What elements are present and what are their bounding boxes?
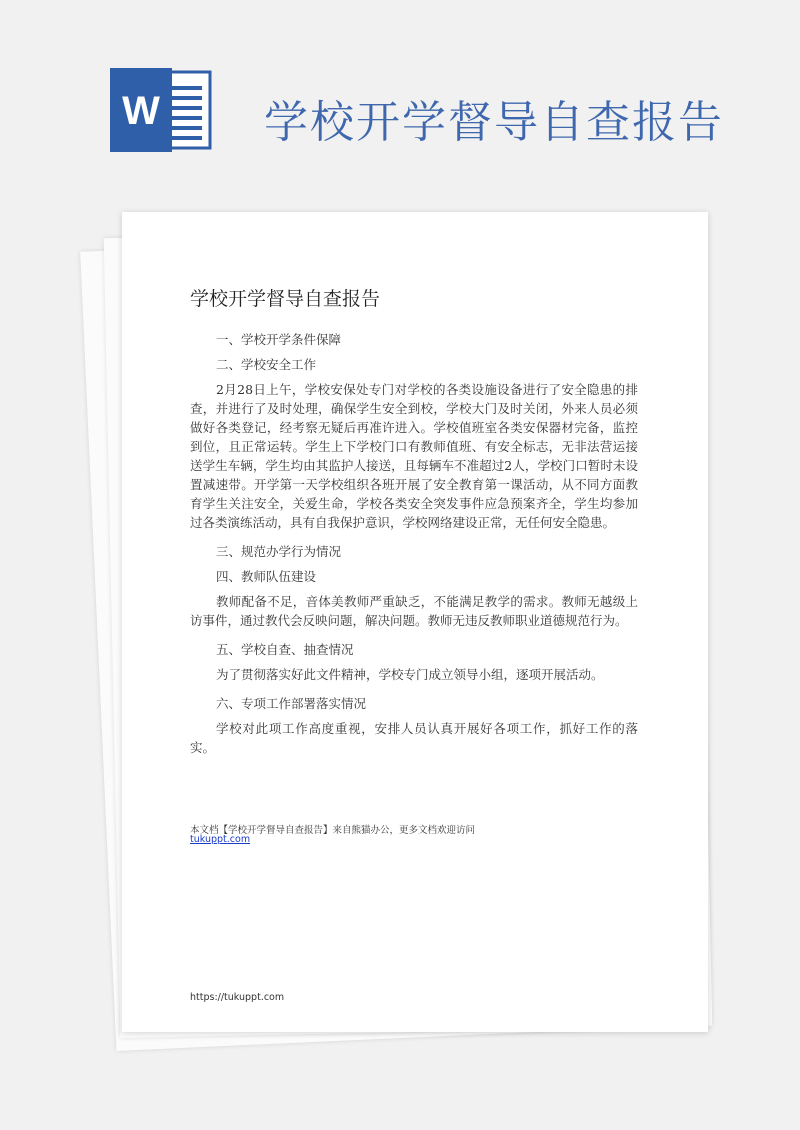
section-paragraph: 2月28日上午，学校安保处专门对学校的各类设施设备进行了安全隐患的排查，并进行了及时处理，确保学生安全到校，学校大门及时关闭，外来人员必须做好各类登记，经考察无疑后再准许进入。学校值班室各类安保器材完备，监控到位，且正常运转。学生上下学校门口有教师值班、有安全标志，无非法营运接送学生车辆，学生均由其监护人接送，且每辆车不准超过2人，学校门口暂时未设置减速带。开学第一天学校组织各班开展了安全教育第一课活动，从不同方面教育学生关注安全，关爱生命，学校各类安全突发事件应急预案齐全，学生均参加过各类演练活动，具有自我保护意识，学校网络建设正常，无任何安全隐患。 <box>190 382 638 530</box>
document-body <box>190 330 638 767</box>
document-page <box>122 212 708 1032</box>
section-heading: 五、学校自查、抽查情况 <box>216 642 354 657</box>
section-paragraph: 教师配备不足，音体美教师严重缺乏，不能满足教学的需求。教师无越级上访事件，通过教代会反映问题，解决问题。教师无违反教师职业道德规范行为。 <box>190 594 638 628</box>
section-paragraph: 为了贯彻落实好此文件精神，学校专门成立领导小组，逐项开展活动。 <box>216 667 604 682</box>
section-heading: 四、教师队伍建设 <box>216 569 317 584</box>
section-heading: 六、专项工作部署落实情况 <box>216 696 367 711</box>
source-link[interactable]: tukuppt.com <box>190 834 251 845</box>
word-app-icon <box>110 68 214 152</box>
word-letter: W <box>122 89 160 133</box>
document-title: 学校开学督导自查报告 <box>190 288 381 310</box>
banner-title: 学校开学督导自查报告 <box>264 97 724 148</box>
footer-url: https://tukuppt.com <box>190 992 285 1003</box>
section-paragraph: 学校对此项工作高度重视，安排人员认真开展好各项工作，抓好工作的落实。 <box>190 721 638 755</box>
section-heading: 一、学校开学条件保障 <box>216 332 342 347</box>
section-heading: 三、规范办学行为情况 <box>216 544 342 559</box>
source-notice: 本文档【学校开学督导自查报告】来自熊猫办公，更多文档欢迎访问 <box>190 825 476 836</box>
section-heading: 二、学校安全工作 <box>216 357 317 372</box>
